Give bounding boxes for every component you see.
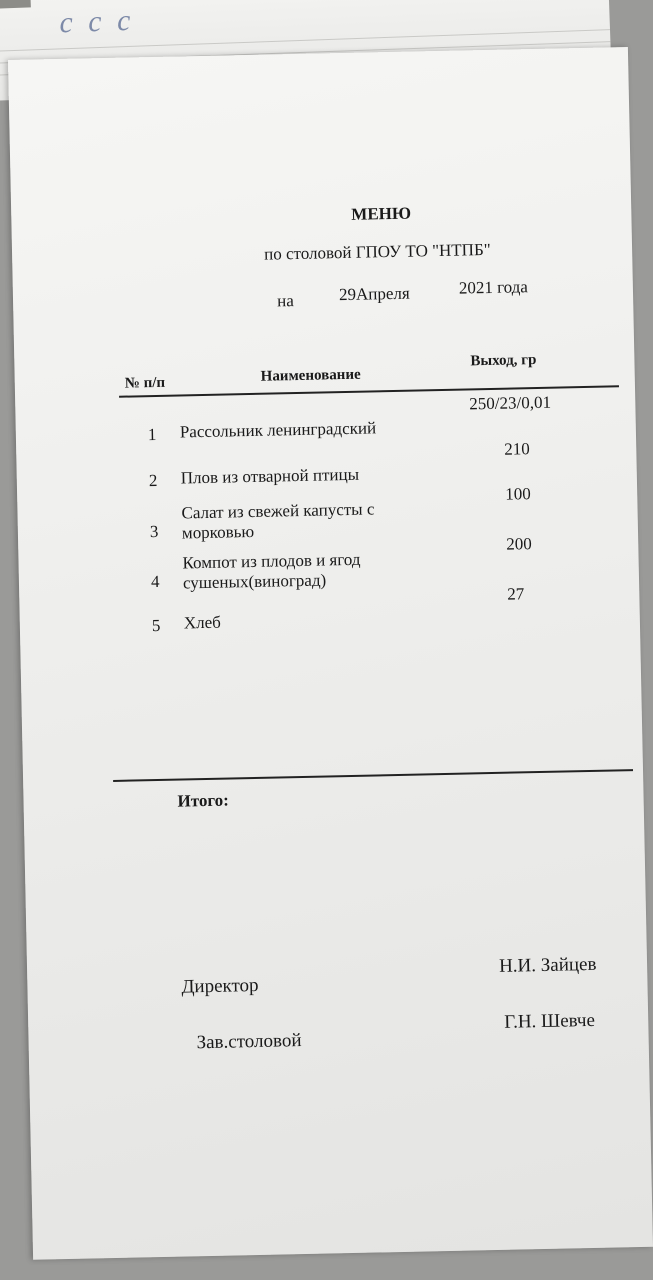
header-yield: Выход, гр bbox=[470, 352, 537, 370]
dish-name: Компот из плодов и ягод bbox=[182, 549, 361, 573]
dish-yield: 250/23/0,01 bbox=[469, 392, 552, 414]
signature-name: Г.Н. Шевче bbox=[504, 1009, 596, 1033]
date-day-month: 29Апреля bbox=[338, 283, 410, 305]
dish-yield: 210 bbox=[504, 439, 530, 459]
menu-document bbox=[8, 47, 653, 1260]
row-number: 3 bbox=[149, 521, 159, 542]
dish-yield: 100 bbox=[505, 484, 531, 504]
document-title: МЕНЮ bbox=[351, 203, 412, 224]
dish-name: Хлеб bbox=[183, 612, 221, 633]
dish-name: сушеных(виноград) bbox=[182, 570, 327, 593]
dark-corner bbox=[0, 0, 31, 9]
dish-name: Плов из отварной птицы bbox=[180, 464, 360, 488]
dish-name: морковью bbox=[181, 521, 255, 543]
row-number: 1 bbox=[147, 424, 157, 445]
dish-name: Рассольник ленинградский bbox=[179, 418, 377, 442]
header-name: Наименование bbox=[260, 366, 361, 385]
total-label: Итого: bbox=[177, 790, 230, 811]
signature-role: Зав.столовой bbox=[196, 1030, 302, 1054]
row-number: 4 bbox=[150, 571, 160, 592]
date-prefix: на bbox=[276, 291, 294, 311]
dish-yield: 200 bbox=[506, 534, 532, 554]
row-number: 5 bbox=[151, 615, 161, 636]
row-number: 2 bbox=[148, 470, 158, 491]
dish-yield: 27 bbox=[507, 584, 525, 604]
handwriting-scribble: с с с bbox=[58, 3, 135, 40]
date-year: 2021 года bbox=[458, 277, 529, 298]
dish-name: Салат из свежей капусты с bbox=[181, 499, 375, 523]
signature-name: Н.И. Зайцев bbox=[498, 953, 597, 977]
total-rule bbox=[113, 769, 633, 781]
document-subtitle: по столовой ГПОУ ТО "НТПБ" bbox=[263, 239, 491, 264]
signature-role: Директор bbox=[181, 974, 259, 998]
header-num: № п/п bbox=[124, 374, 166, 392]
